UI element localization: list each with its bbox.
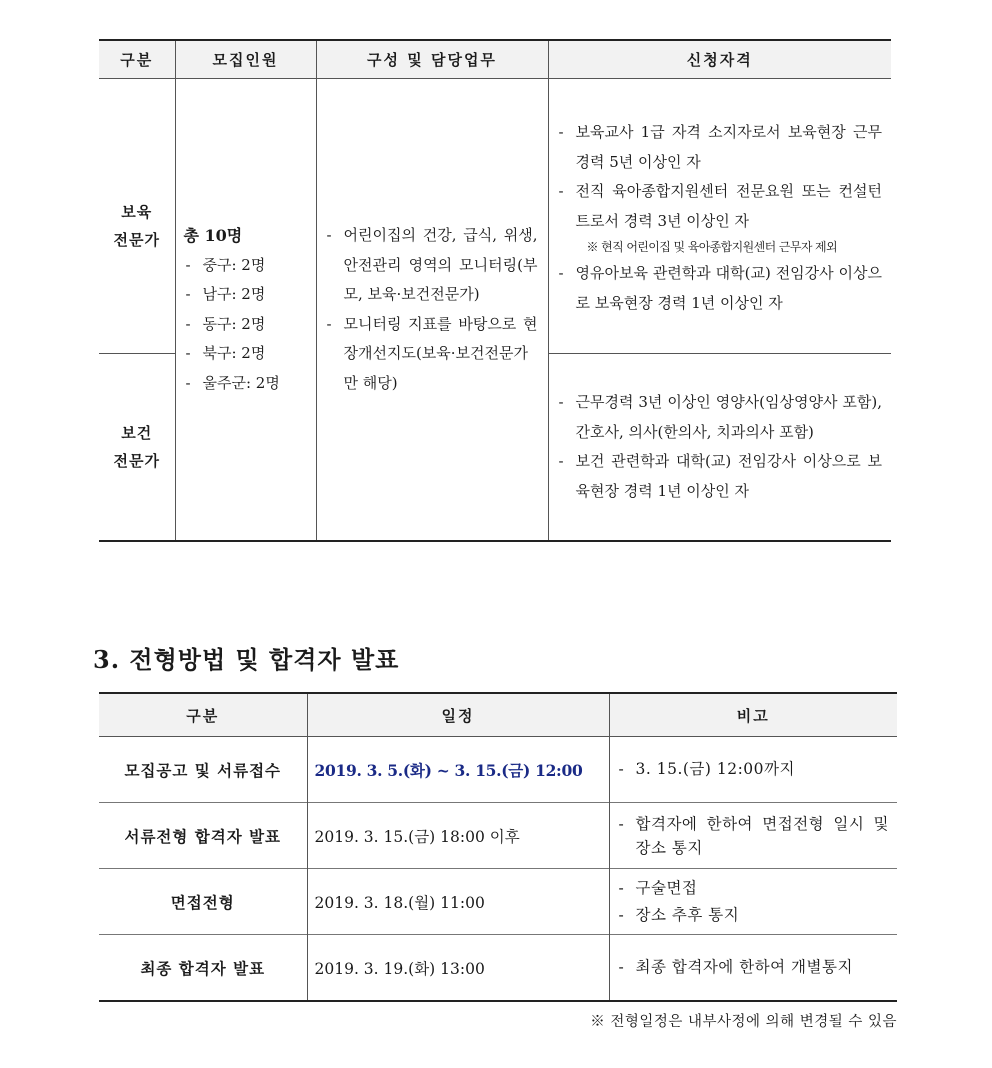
- category-health-expert: [99, 354, 175, 542]
- schedule-table-header: [99, 693, 897, 737]
- list-item: - 구술면접: [617, 875, 890, 902]
- qualifications-list-continued: [557, 259, 883, 318]
- table-row: [99, 737, 897, 803]
- schedule-change-note: ※ 전형일정은 내부사정에 의해 변경될 수 있음: [590, 1014, 897, 1030]
- stage-cell: 최종 합격자 발표: [99, 935, 307, 1002]
- header-category: 구분: [99, 40, 175, 79]
- date-cell: 2019. 3. 5.(화) ~ 3. 15.(금) 12:00: [307, 737, 609, 803]
- table-row: [99, 935, 897, 1002]
- recruitment-table: [99, 39, 891, 542]
- category-label: 보육 전문가: [113, 203, 160, 249]
- remarks-cell: [609, 869, 897, 935]
- remarks-cell: [609, 935, 897, 1002]
- stage-cell: 서류전형 합격자 발표: [99, 803, 307, 869]
- list-item: - 보건 관련학과 대학(교) 전임강사 이상으로 보육현장 경력 1년 이상인 자: [557, 447, 883, 506]
- category-label: 보건 전문가: [113, 424, 160, 470]
- header-remarks: 비고: [609, 693, 897, 737]
- list-item: - 전직 육아종합지원센터 전문요원 또는 컨설턴트로서 경력 3년 이상인 자: [557, 177, 883, 236]
- exclusion-note: ※ 현직 어린이집 및 육아종합지원센터 근무자 제외: [586, 240, 838, 254]
- list-item: - 영유아보육 관련학과 대학(교) 전임강사 이상으로 보육현장 경력 1년 이상인 자: [557, 259, 883, 318]
- list-item: - 합격자에 한하여 면접전형 일시 및 장소 통지: [617, 812, 890, 860]
- stage-cell: 면접전형: [99, 869, 307, 935]
- recruitment-total: 총 10명: [183, 225, 243, 245]
- header-stage: 구분: [99, 693, 307, 737]
- section-title: 3. 전형방법 및 합격자 발표: [93, 645, 400, 674]
- table-row: [99, 869, 897, 935]
- stage-cell: 모집공고 및 서류접수: [124, 760, 282, 780]
- list-item: - 북구: 2명: [176, 339, 316, 369]
- list-item: - 보육교사 1급 자격 소지자로서 보육현장 근무경력 5년 이상인 자: [557, 118, 883, 177]
- schedule-table: [99, 692, 897, 1002]
- list-item: - 3. 15.(금) 12:00까지: [617, 756, 890, 783]
- header-qualifications: 신청자격: [548, 40, 891, 79]
- qualifications-health: [548, 354, 891, 542]
- category-childcare-expert: [99, 79, 175, 354]
- list-item: - 최종 합격자에 한하여 개별통지: [617, 954, 890, 981]
- qualifications-list: [557, 388, 883, 506]
- list-item: - 근무경력 3년 이상인 영양사(임상영양사 포함), 간호사, 의사(한의사, 치과의사 포함): [557, 388, 883, 447]
- header-duties: 구성 및 담당업무: [316, 40, 548, 79]
- remarks-cell: [609, 803, 897, 869]
- list-item: - 울주군: 2명: [176, 369, 316, 399]
- list-item: - 중구: 2명: [176, 251, 316, 281]
- qualifications-list: [557, 118, 883, 236]
- table-row: [99, 803, 897, 869]
- duties-cell: [316, 79, 548, 542]
- date-cell: 2019. 3. 18.(월) 11:00: [307, 869, 609, 935]
- duties-list: [325, 221, 538, 398]
- date-cell: 2019. 3. 19.(화) 13:00: [307, 935, 609, 1002]
- recruitment-table-header: [99, 40, 891, 79]
- list-item: - 장소 추후 통지: [617, 902, 890, 929]
- list-item: - 모니터링 지표를 바탕으로 현장개선지도(보육·보건전문가만 해당): [325, 310, 538, 399]
- district-list: [176, 251, 316, 399]
- list-item: - 남구: 2명: [176, 280, 316, 310]
- list-item: - 동구: 2명: [176, 310, 316, 340]
- qualifications-childcare: [548, 79, 891, 354]
- header-schedule: 일정: [307, 693, 609, 737]
- recruitment-count-cell: [175, 79, 316, 542]
- remarks-cell: [609, 737, 897, 803]
- table-row: [99, 79, 891, 354]
- header-recruitment: 모집인원: [175, 40, 316, 79]
- date-cell: 2019. 3. 15.(금) 18:00 이후: [307, 803, 609, 869]
- list-item: - 어린이집의 건강, 급식, 위생, 안전관리 영역의 모니터링(부모, 보육·보건전문가): [325, 221, 538, 310]
